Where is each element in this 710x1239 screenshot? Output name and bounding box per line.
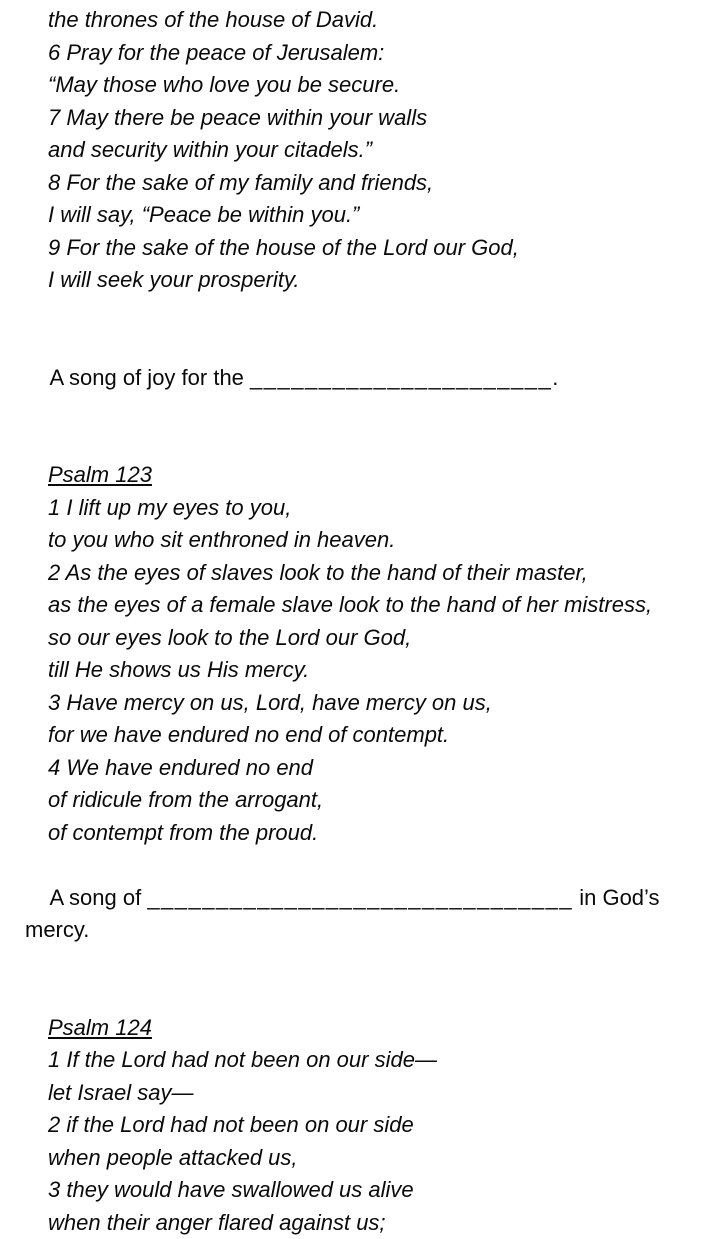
prompt-text-after: in God’s mercy. bbox=[25, 885, 666, 943]
psalm-line: till He shows us His mercy. bbox=[48, 654, 710, 687]
psalm-line: for we have endured no end of contempt. bbox=[48, 719, 710, 752]
psalm-line: when their anger flared against us; bbox=[48, 1207, 710, 1239]
psalm-line: as the eyes of a female slave look to the hand of her mistress, bbox=[48, 589, 710, 622]
psalm-line: I will say, “Peace be within you.” bbox=[48, 199, 710, 232]
psalm-line: 1 I lift up my eyes to you, bbox=[48, 492, 710, 525]
psalm-line: the thrones of the house of David. bbox=[48, 4, 710, 37]
prompt-text-before: A song of bbox=[49, 885, 147, 910]
psalm-line: to you who sit enthroned in heaven. bbox=[48, 524, 710, 557]
psalm-line: 7 May there be peace within your walls bbox=[48, 102, 710, 135]
psalm-line: so our eyes look to the Lord our God, bbox=[48, 622, 710, 655]
fill-in-prompt-1 bbox=[25, 329, 710, 427]
psalm-line: and security within your citadels.” bbox=[48, 134, 710, 167]
psalm-line: “May those who love you be secure. bbox=[48, 69, 710, 102]
answer-blank-2[interactable]: _______________________________ bbox=[147, 885, 573, 910]
psalm-124-heading: Psalm 124 bbox=[48, 1012, 710, 1045]
psalm-line: 3 they would have swallowed us alive bbox=[48, 1174, 710, 1207]
psalm-line: of ridicule from the arrogant, bbox=[48, 784, 710, 817]
fill-in-prompt-2 bbox=[25, 849, 710, 979]
psalm-122-block bbox=[0, 4, 710, 297]
psalm-line: I will seek your prosperity. bbox=[48, 264, 710, 297]
psalm-line: 2 if the Lord had not been on our side bbox=[48, 1109, 710, 1142]
psalm-line: 2 As the eyes of slaves look to the hand of their master, bbox=[48, 557, 710, 590]
psalm-line: 1 If the Lord had not been on our side— bbox=[48, 1044, 710, 1077]
psalm-line: when people attacked us, bbox=[48, 1142, 710, 1175]
psalm-line: of contempt from the proud. bbox=[48, 817, 710, 850]
psalm-124-block bbox=[0, 1012, 710, 1239]
psalm-line: let Israel say— bbox=[48, 1077, 710, 1110]
psalm-line: 3 Have mercy on us, Lord, have mercy on us, bbox=[48, 687, 710, 720]
prompt-text-after: . bbox=[552, 365, 558, 390]
psalm-line: 8 For the sake of my family and friends, bbox=[48, 167, 710, 200]
psalm-123-block bbox=[0, 459, 710, 849]
answer-blank-1[interactable]: ______________________ bbox=[250, 365, 552, 390]
prompt-text-before: A song of joy for the bbox=[49, 365, 250, 390]
psalm-line: 6 Pray for the peace of Jerusalem: bbox=[48, 37, 710, 70]
psalm-line: 4 We have endured no end bbox=[48, 752, 710, 785]
psalm-line: 9 For the sake of the house of the Lord our God, bbox=[48, 232, 710, 265]
psalm-123-heading: Psalm 123 bbox=[48, 459, 710, 492]
